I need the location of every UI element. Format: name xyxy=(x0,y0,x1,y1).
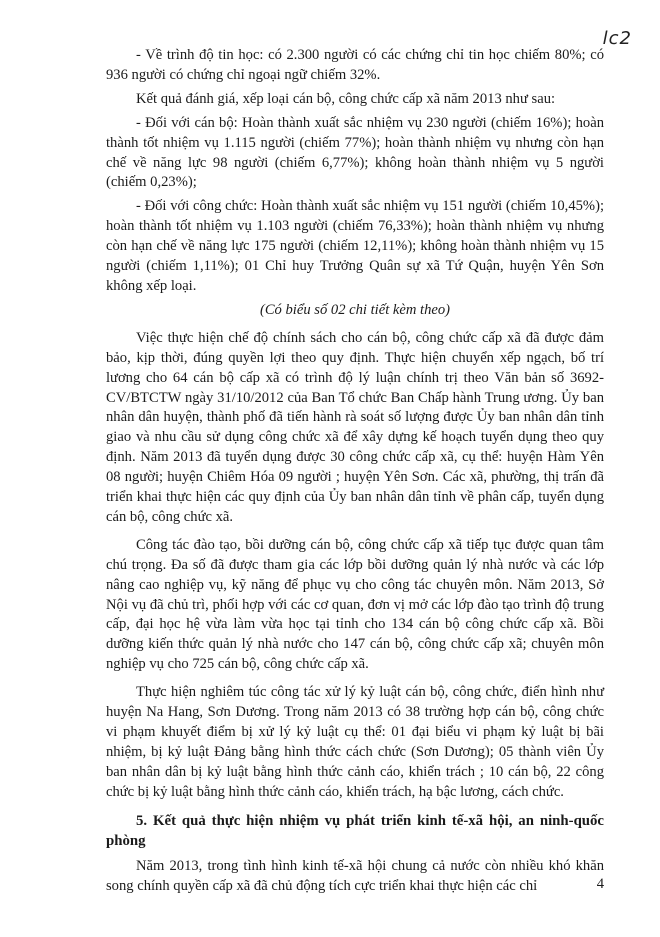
section-heading-5: 5. Kết quả thực hiện nhiệm vụ phát triển kinh tế-xã hội, an ninh-quốc phòng xyxy=(106,812,604,849)
paragraph-economic-results: Năm 2013, trong tình hình kinh tế-xã hội chung cả nước còn nhiều khó khăn song chính quyền cấp xã đã chủ động tích cực triển khai thực hiện các chỉ xyxy=(106,857,604,894)
page-number: 4 xyxy=(596,876,604,892)
document-body xyxy=(106,46,604,904)
paragraph-civil-servants-results: - Đối với công chức: Hoàn thành xuất sắc nhiệm vụ 151 người (chiếm 10,45%); hoàn thành tốt nhiệm vụ 1.103 người (chiếm 76,33%); hoàn thành nhiệm vụ nhưng còn hạn chế về năng lực 175 người (chiếm 12,11%); không hoàn thành nhiệm vụ 15 người (chiếm 1,11%); 01 Chỉ huy Trưởng Quân sự xã Tứ Quận, huyện Yên Sơn không xếp loại. xyxy=(106,198,604,294)
paragraph-discipline: Thực hiện nghiêm túc công tác xử lý kỷ luật cán bộ, công chức, điển hình như huyện Na Hang, Sơn Dương. Trong năm 2013 có 38 trường hợp cán bộ, công chức vi phạm khuyết điểm bị xử lý kỷ luật cụ thể: 01 đại biểu vi phạm kỷ luật bị bãi nhiệm, bị kỷ luật Đảng bằng hình thức cách chức (Sơn Dương); 05 thành viên Ủy ban nhân dân bị kỷ luật bằng hình thức cảnh cáo, khiển trách ; 10 cán bộ, 22 công chức bị kỷ luật bằng hình thức cảnh cáo, khiển trách, hạ bậc lương, cách chức. xyxy=(106,684,604,800)
paragraph-it-skills: - Về trình độ tin học: có 2.300 người có các chứng chỉ tin học chiếm 80%; có 936 người có chứng chỉ ngoại ngữ chiếm 32%. xyxy=(106,47,604,83)
handwritten-page-mark: lc2 xyxy=(602,28,632,49)
paragraph-officials-results: - Đối với cán bộ: Hoàn thành xuất sắc nhiệm vụ 230 người (chiếm 16%); hoàn thành tốt nhiệm vụ 1.115 người (chiếm 77%); hoàn thành nhiệm vụ nhưng còn hạn chế về năng lực 98 người (chiếm 6,77%); không hoàn thành nhiệm vụ 5 người (chiếm 0,23%); xyxy=(106,114,604,191)
appendix-note: (Có biểu số 02 chi tiết kèm theo) xyxy=(259,301,451,318)
paragraph-policy-recruitment: Việc thực hiện chế độ chính sách cho cán bộ, công chức cấp xã đã được đảm bảo, kịp thời, đúng quyền lợi theo quy định. Thực hiện chuyển xếp ngạch, bố trí lương cho 64 cán bộ cấp xã có trình độ lý luận chính trị theo Văn bản số 3692-CV/BTCTW ngày 31/10/2012 của Ban Tổ chức Ban Chấp hành Trung ương. Ủy ban nhân dân huyện, thành phố đã tiến hành rà soát số lượng được Ủy ban nhân dân tỉnh giao và nhu cầu sử dụng công chức xã để xây dựng kế hoạch tuyển dụng theo quy định. Năm 2013 đã tuyển dụng được 30 công chức cấp xã, cụ thể: huyện Hàm Yên 08 người; huyện Chiêm Hóa 09 người ; huyện Yên Sơn. Các xã, phường, thị trấn đã triển khai thực hiện các quy định của Ủy ban nhân dân tỉnh về phân cấp, tuyển dụng cán bộ, công chức xã. xyxy=(106,329,604,525)
paragraph-training: Công tác đào tạo, bồi dưỡng cán bộ, công chức cấp xã tiếp tục được quan tâm chú trọng. Đa số đã được tham gia các lớp bồi dưỡng quản lý nhà nước và các lớp nâng cao nghiệp vụ, kỹ năng để phục vụ cho công tác chuyên môn. Năm 2013, Sở Nội vụ đã chủ trì, phối hợp với các cơ quan, đơn vị mở các lớp đào tạo trình độ trung cấp, đại học hệ vừa làm vừa học tại tỉnh cho 134 cán bộ công chức cấp xã. Bồi dưỡng kiến thức quản lý nhà nước cho 147 cán bộ, công chức cấp xã; chuyên môn nghiệp vụ cho 725 cán bộ, công chức cấp xã. xyxy=(106,536,604,673)
paragraph-evaluation-intro: Kết quả đánh giá, xếp loại cán bộ, công chức cấp xã năm 2013 như sau: xyxy=(136,90,556,107)
